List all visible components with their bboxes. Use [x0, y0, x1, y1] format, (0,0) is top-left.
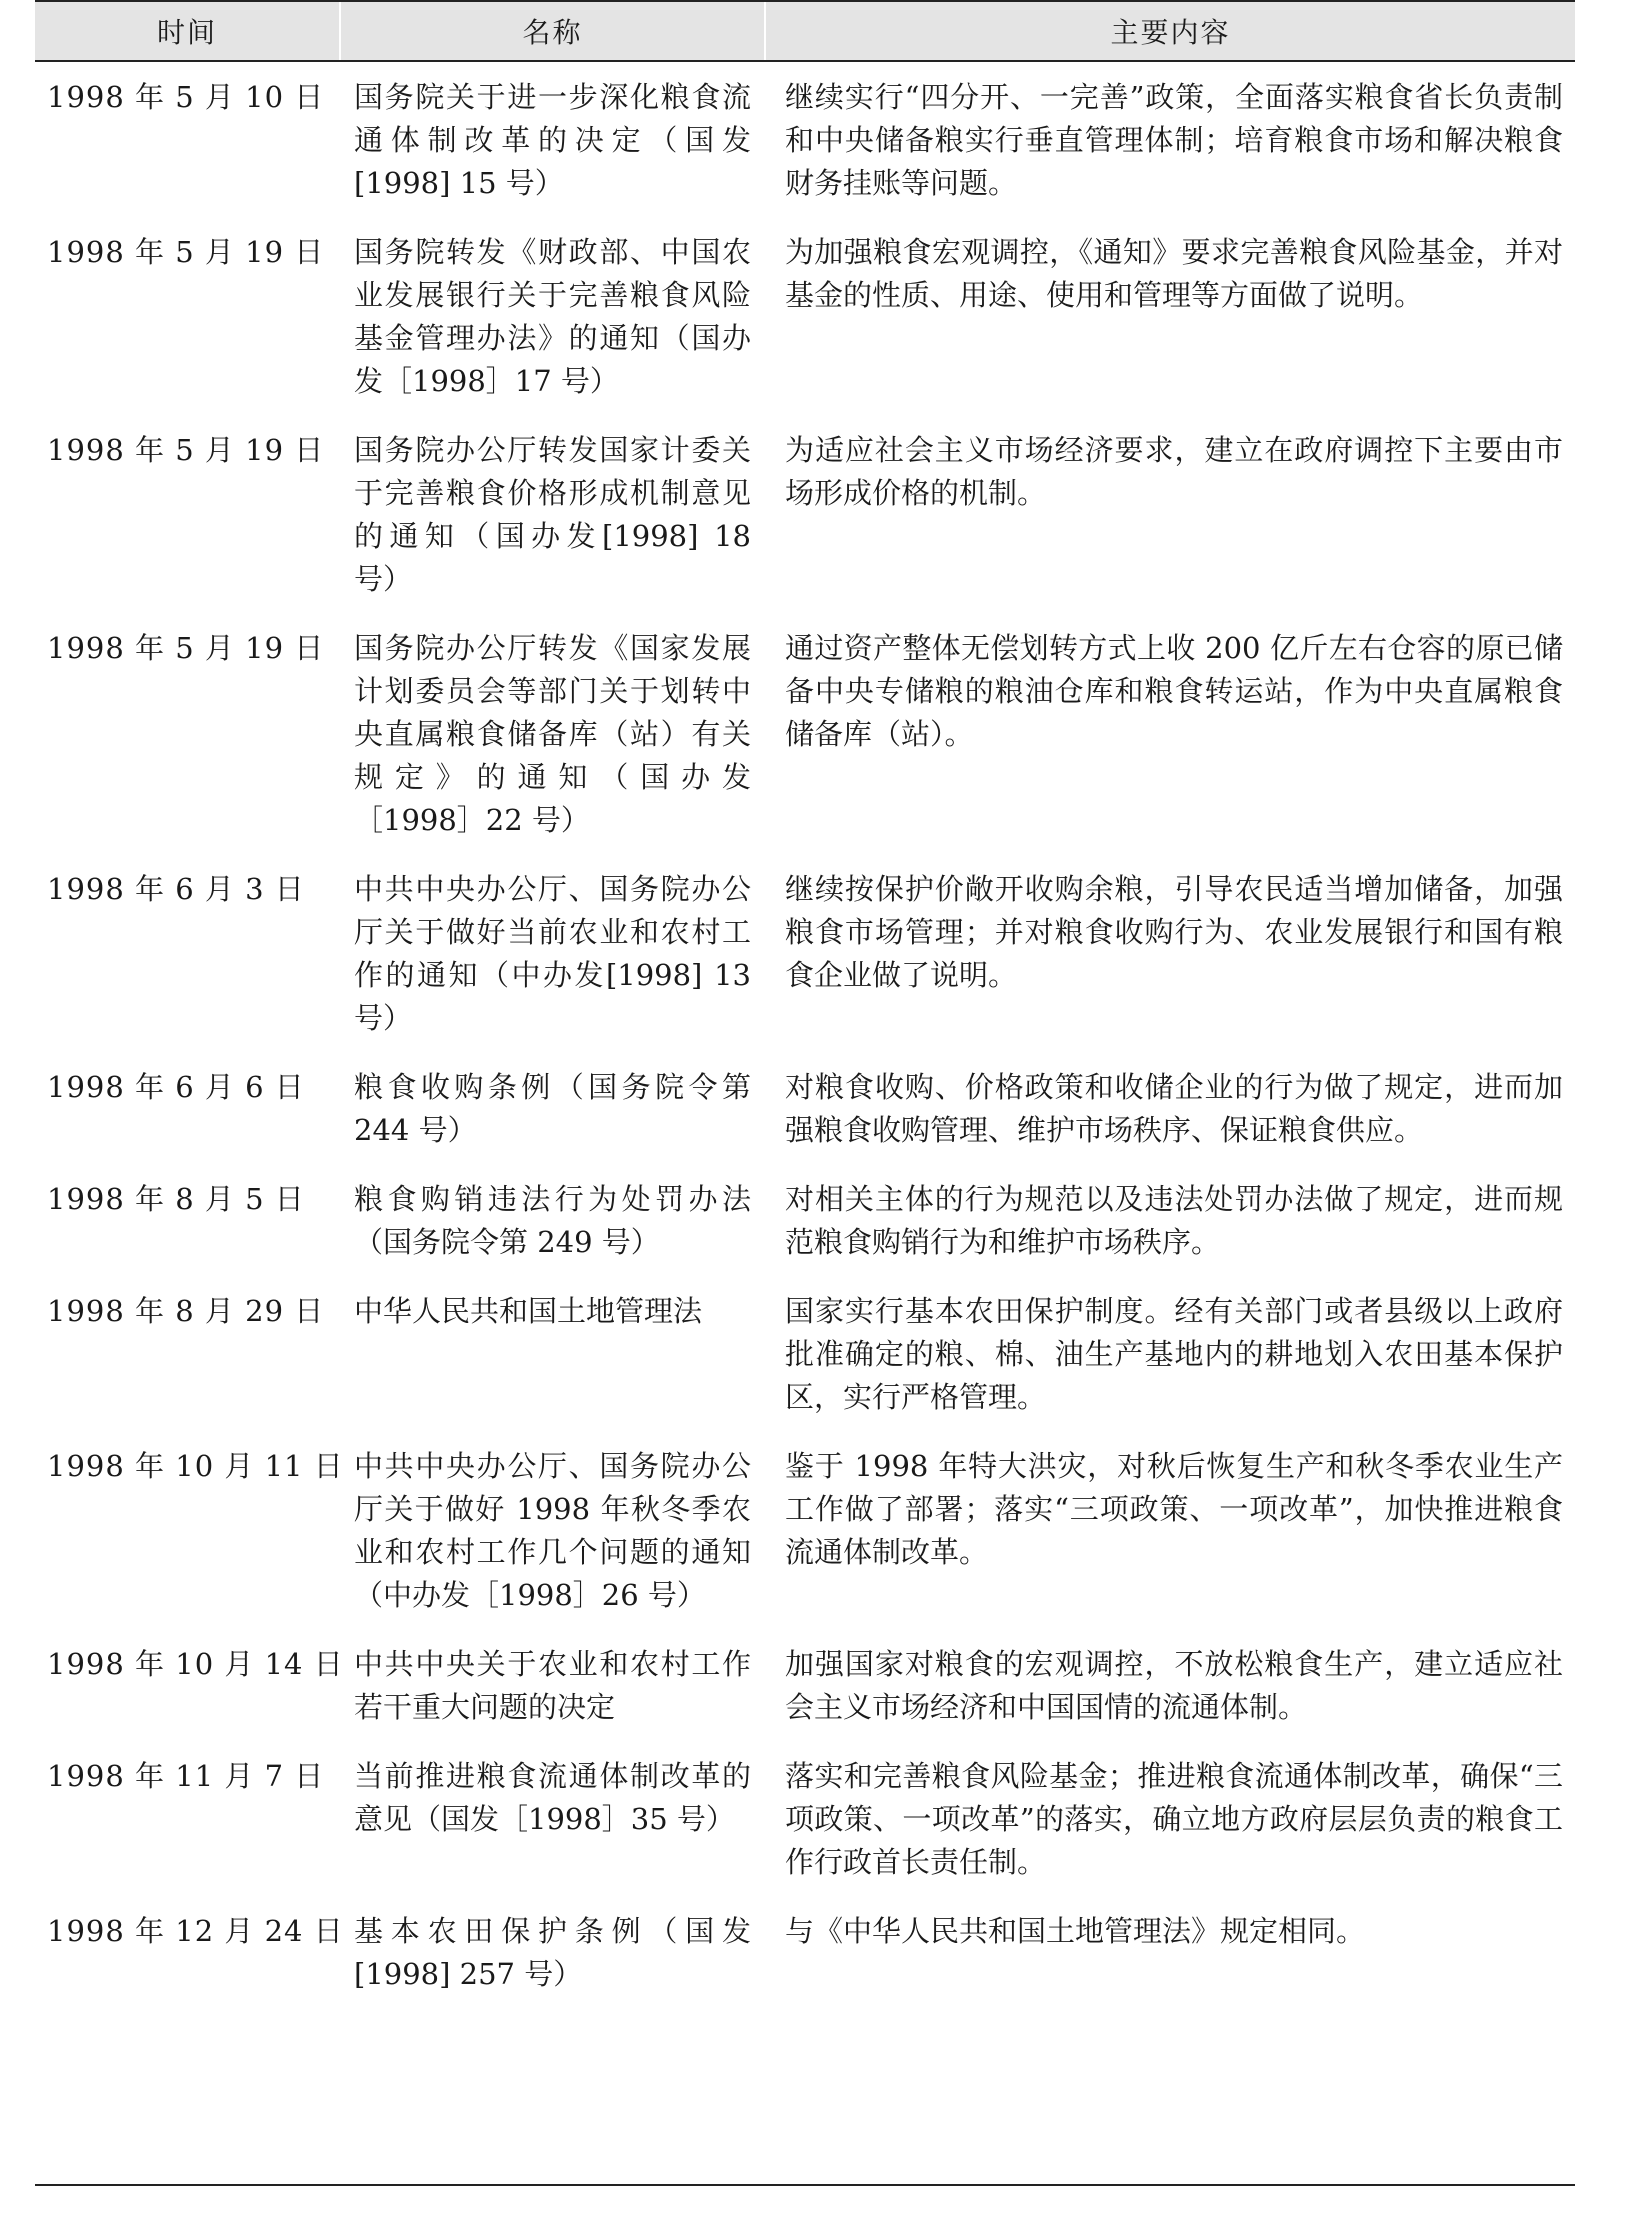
row-name: 中华人民共和国土地管理法 — [354, 1294, 703, 1328]
row-date: 1998 年 5 月 19 日 — [47, 631, 325, 665]
row-name: 国务院办公厅转发《国家发展计划委员会等部门关于划转中央直属粮食储备库（站）有关规定》的通知（国办发［1998］22 号） — [354, 631, 751, 837]
policy-table — [35, 0, 1575, 2006]
header-content: 主要内容 — [765, 1, 1575, 61]
row-date: 1998 年 5 月 19 日 — [47, 235, 325, 269]
row-name: 粮食收购条例（国务院令第 244 号） — [354, 1070, 751, 1147]
row-date: 1998 年 6 月 6 日 — [47, 1070, 305, 1104]
table-header — [35, 1, 1575, 61]
header-name: 名称 — [340, 1, 765, 61]
table-row — [35, 1276, 1575, 1431]
table-row — [35, 415, 1575, 613]
row-name: 粮食购销违法行为处罚办法（国务院令第 249 号） — [354, 1182, 751, 1259]
row-name: 中共中央办公厅、国务院办公厅关于做好 1998 年秋冬季农业和农村工作几个问题的通知（中办发［1998］26 号） — [354, 1449, 751, 1612]
table-bottom-rule — [35, 2184, 1575, 2186]
row-date: 1998 年 8 月 29 日 — [47, 1294, 325, 1328]
table-row — [35, 1741, 1575, 1896]
table-row — [35, 1629, 1575, 1741]
row-date: 1998 年 10 月 11 日 — [47, 1449, 344, 1483]
row-content: 落实和完善粮食风险基金；推进粮食流通体制改革，确保“三项政策、一项改革”的落实，确立地方政府层层负责的粮食工作行政首长责任制。 — [785, 1759, 1563, 1879]
row-date: 1998 年 6 月 3 日 — [47, 872, 305, 906]
table-row — [35, 1431, 1575, 1629]
row-content: 继续按保护价敞开收购余粮，引导农民适当增加储备，加强粮食市场管理；并对粮食收购行为、农业发展银行和国有粮食企业做了说明。 — [785, 872, 1563, 992]
row-date: 1998 年 12 月 24 日 — [47, 1914, 344, 1948]
row-date: 1998 年 5 月 19 日 — [47, 433, 325, 467]
table-row — [35, 1052, 1575, 1164]
row-date: 1998 年 11 月 7 日 — [47, 1759, 325, 1793]
row-name: 基本农田保护条例（国发[1998] 257 号） — [354, 1914, 751, 1991]
table-row — [35, 61, 1575, 217]
row-content: 为适应社会主义市场经济要求，建立在政府调控下主要由市场形成价格的机制。 — [785, 433, 1563, 510]
header-date: 时间 — [35, 1, 340, 61]
row-content: 鉴于 1998 年特大洪灾，对秋后恢复生产和秋冬季农业生产工作做了部署；落实“三项政策、一项改革”，加快推进粮食流通体制改革。 — [785, 1449, 1563, 1569]
table-row — [35, 854, 1575, 1052]
row-content: 通过资产整体无偿划转方式上收 200 亿斤左右仓容的原已储备中央专储粮的粮油仓库和粮食转运站，作为中央直属粮食储备库（站）。 — [785, 631, 1563, 751]
row-content: 对粮食收购、价格政策和收储企业的行为做了规定，进而加强粮食收购管理、维护市场秩序、保证粮食供应。 — [785, 1070, 1563, 1147]
row-name: 国务院转发《财政部、中国农业发展银行关于完善粮食风险基金管理办法》的通知（国办发［1998］17 号） — [354, 235, 751, 398]
table-row — [35, 613, 1575, 854]
table-row — [35, 1896, 1575, 2006]
row-content: 为加强粮食宏观调控，《通知》要求完善粮食风险基金，并对基金的性质、用途、使用和管理等方面做了说明。 — [785, 235, 1563, 312]
row-content: 国家实行基本农田保护制度。经有关部门或者县级以上政府批准确定的粮、棉、油生产基地内的耕地划入农田基本保护区，实行严格管理。 — [785, 1294, 1563, 1414]
row-date: 1998 年 5 月 10 日 — [47, 80, 325, 114]
row-name: 当前推进粮食流通体制改革的意见（国发［1998］35 号） — [354, 1759, 751, 1836]
table-row — [35, 1164, 1575, 1276]
row-name: 国务院关于进一步深化粮食流通体制改革的决定（国发[1998] 15 号） — [354, 80, 751, 200]
row-content: 对相关主体的行为规范以及违法处罚办法做了规定，进而规范粮食购销行为和维护市场秩序。 — [785, 1182, 1563, 1259]
row-name: 国务院办公厅转发国家计委关于完善粮食价格形成机制意见的通知（国办发[1998] 18 号） — [354, 433, 751, 596]
row-date: 1998 年 8 月 5 日 — [47, 1182, 305, 1216]
table-row — [35, 217, 1575, 415]
row-name: 中共中央关于农业和农村工作若干重大问题的决定 — [354, 1647, 751, 1724]
row-content: 继续实行“四分开、一完善”政策，全面落实粮食省长负责制和中央储备粮实行垂直管理体制；培育粮食市场和解决粮食财务挂账等问题。 — [785, 80, 1563, 200]
row-date: 1998 年 10 月 14 日 — [47, 1647, 344, 1681]
row-name: 中共中央办公厅、国务院办公厅关于做好当前农业和农村工作的通知（中办发[1998] 13 号） — [354, 872, 751, 1035]
row-content: 加强国家对粮食的宏观调控，不放松粮食生产，建立适应社会主义市场经济和中国国情的流通体制。 — [785, 1647, 1563, 1724]
table-body — [35, 61, 1575, 2006]
row-content: 与《中华人民共和国土地管理法》规定相同。 — [785, 1914, 1366, 1948]
